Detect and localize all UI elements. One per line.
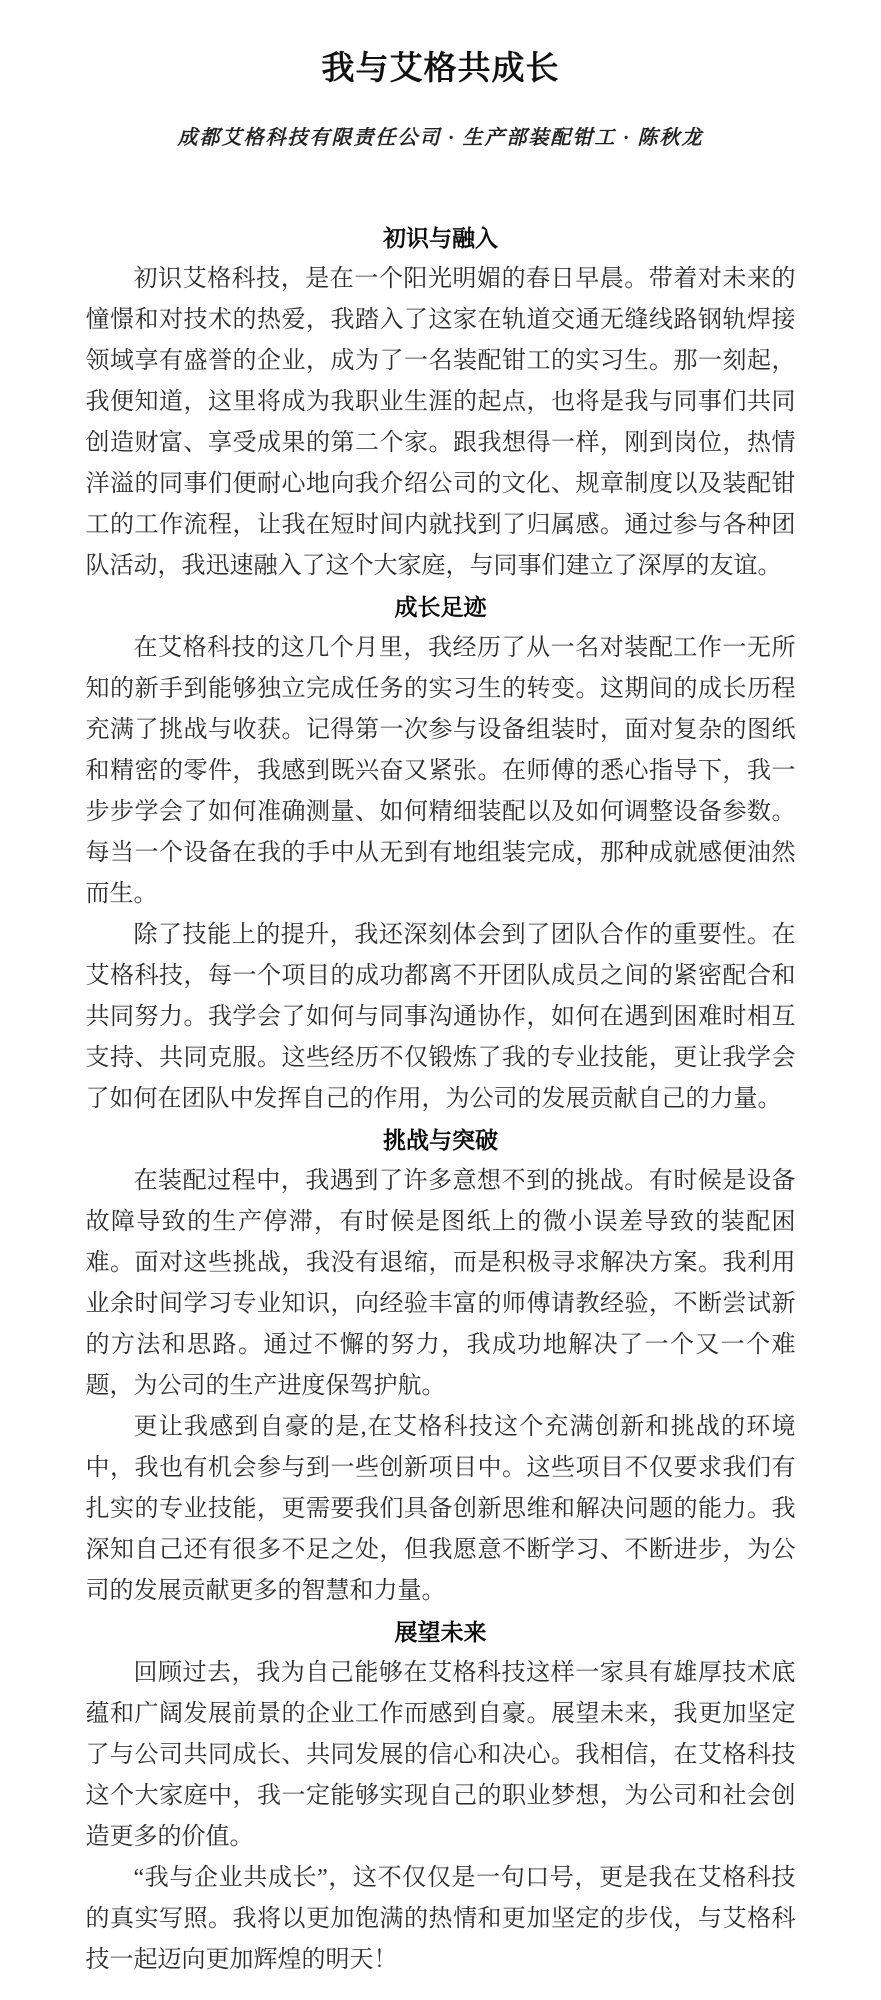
paragraph: 在艾格科技的这几个月里，我经历了从一名对装配工作一无所知的新手到能够独立完成任务的实习生的转变。这期间的成长历程充满了挑战与收获。记得第一次参与设备组装时，面对复杂的图纸和精密的零件，我感到既兴奋又紧张。在师傅的悉心指导下，我一步步学会了如何准确测量、如何精细装配以及如何调整设备参数。每当一个设备在我的手中从无到有地组装完成，那种成就感便油然而生。 [85,635,796,907]
document-title: 我与艾格共成长 [321,51,560,87]
paragraph: 更让我感到自豪的是,在艾格科技这个充满创新和挑战的环境中，我也有机会参与到一些创新项目中。这些项目不仅要求我们有扎实的专业技能，更需要我们具备创新思维和解决问题的能力。我深知自己还有很多不足之处，但我愿意不断学习、不断进步，为公司的发展贡献更多的智慧和力量。 [85,1414,796,1604]
section-heading: 成长足迹 [394,594,487,620]
section-heading: 展望未来 [394,1619,487,1645]
paragraph: “我与企业共成长”，这不仅仅是一句口号，更是我在艾格科技的真实写照。我将以更加饱满的热情和更加坚定的步伐，与艾格科技一起迈向更加辉煌的明天！ [85,1865,796,1973]
author-byline: 成都艾格科技有限责任公司 · 生产部装配钳工 · 陈秋龙 [177,127,704,149]
section-heading: 初识与融入 [383,225,498,251]
section-future-outlook [86,1612,796,1981]
essay-content-column [86,0,796,1981]
paragraph: 初识艾格科技，是在一个阳光明媚的春日早晨。带着对未来的憧憬和对技术的热爱，我踏入了这家在轨道交通无缝线路钢轨焊接领域享有盛誉的企业，成为了一名装配钳工的实习生。那一刻起，我便知道，这里将成为我职业生涯的起点，也将是我与同事们共同创造财富、享受成果的第二个家。跟我想得一样，刚到岗位，热情洋溢的同事们便耐心地向我介绍公司的文化、规章制度以及装配钳工的工作流程，让我在短时间内就找到了归属感。通过参与各种团队活动，我迅速融入了这个大家庭，与同事们建立了深厚的友谊。 [85,266,796,579]
section-first-encounter [86,218,796,587]
essay-body [86,218,796,1981]
section-growth-footprints [86,587,796,1120]
section-heading: 挑战与突破 [383,1127,498,1153]
paragraph: 除了技能上的提升，我还深刻体会到了团队合作的重要性。在艾格科技，每一个项目的成功都离不开团队成员之间的紧密配合和共同努力。我学会了如何与同事沟通协作，如何在遇到困难时相互支持、共同克服。这些经历不仅锻炼了我的专业技能，更让我学会了如何在团队中发挥自己的作用，为公司的发展贡献自己的力量。 [85,922,796,1112]
paragraph: 在装配过程中，我遇到了许多意想不到的挑战。有时候是设备故障导致的生产停滞，有时候是图纸上的微小误差导致的装配困难。面对这些挑战，我没有退缩，而是积极寻求解决方案。我利用业余时间学习专业知识，向经验丰富的师傅请教经验，不断尝试新的方法和思路。通过不懈的努力，我成功地解决了一个又一个难题，为公司的生产进度保驾护航。 [85,1168,796,1399]
paragraph: 回顾过去，我为自己能够在艾格科技这样一家具有雄厚技术底蕴和广阔发展前景的企业工作而感到自豪。展望未来，我更加坚定了与公司共同成长、共同发展的信心和决心。我相信，在艾格科技这个大家庭中，我一定能够实现自己的职业梦想，为公司和社会创造更多的价值。 [85,1660,796,1850]
section-challenges-breakthroughs [86,1120,796,1612]
